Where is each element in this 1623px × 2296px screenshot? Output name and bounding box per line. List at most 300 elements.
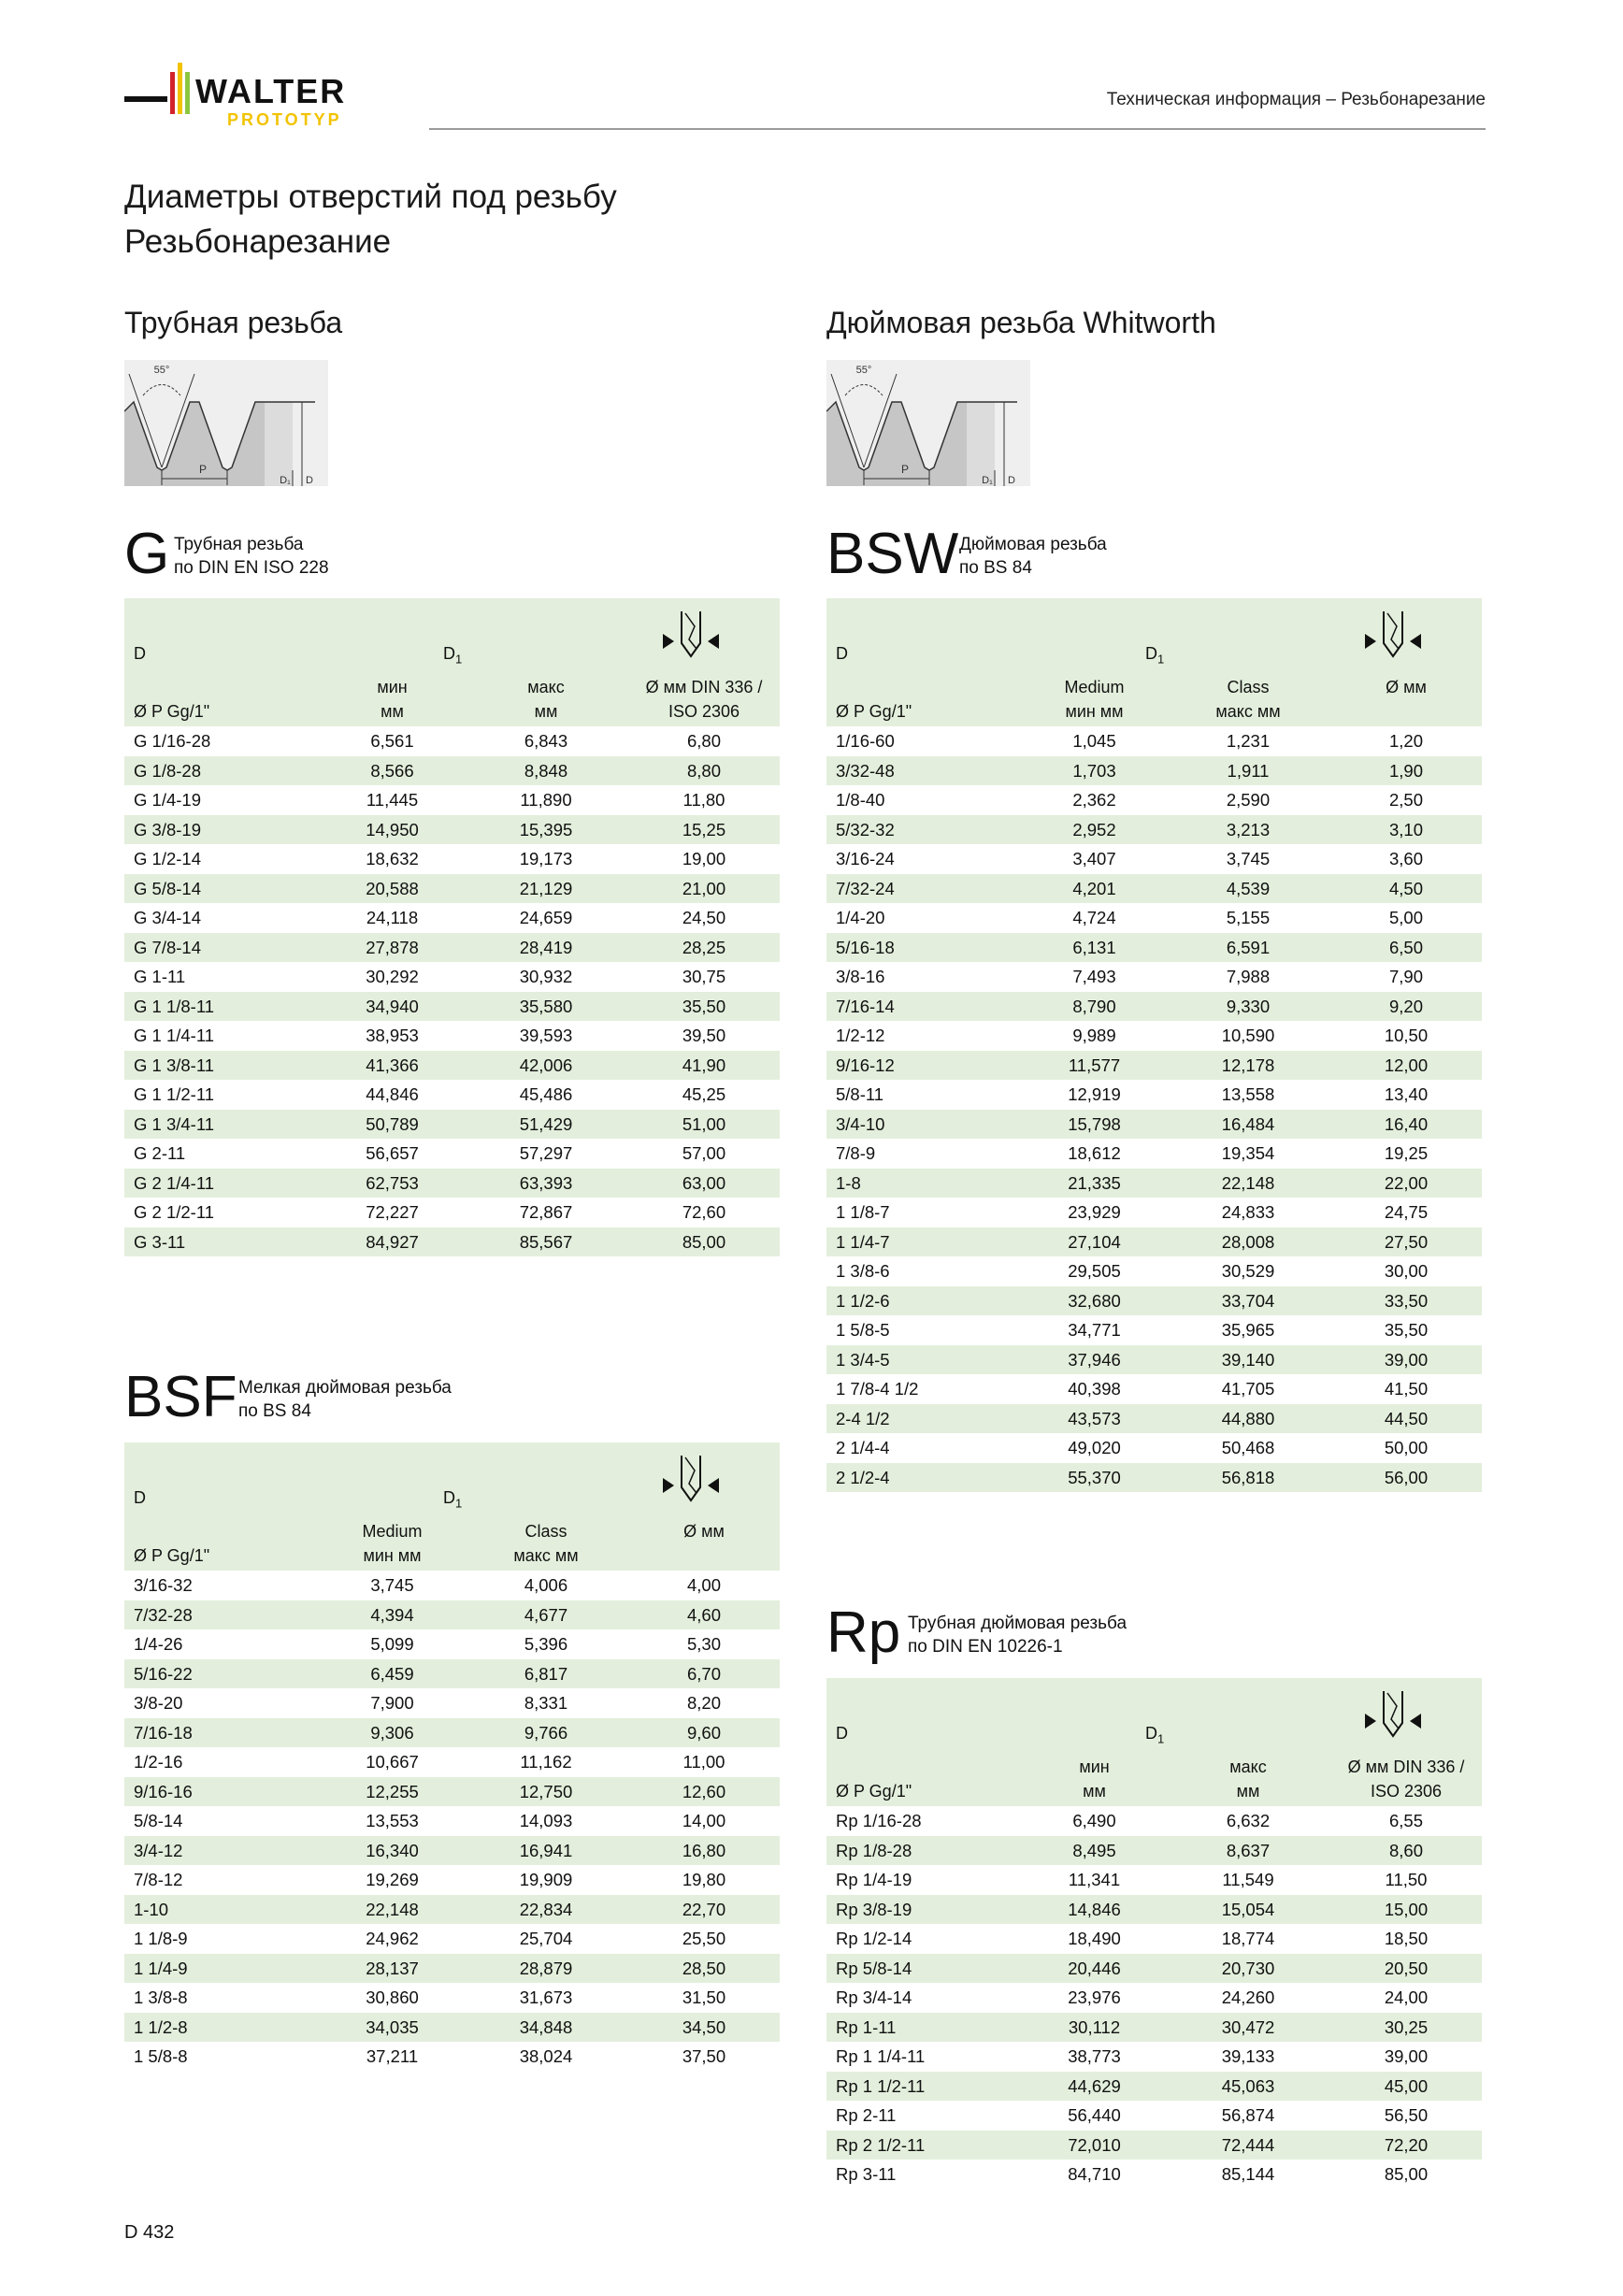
- table-row: [124, 1806, 780, 1836]
- table-row: [826, 2042, 1482, 2072]
- thread-desc-line: Мелкая дюймовая резьба: [238, 1378, 452, 1398]
- thread-size-cell: 5/8-14: [134, 1811, 183, 1830]
- table-row: [124, 992, 780, 1022]
- min-diameter-cell: 29,505: [1068, 1261, 1121, 1281]
- thread-size-cell: 7/8-9: [836, 1143, 876, 1163]
- table-row: [124, 785, 780, 815]
- min-diameter-cell: 6,131: [1072, 937, 1116, 957]
- header-min-line-1: мин: [377, 678, 408, 696]
- drill-diameter-cell: 6,70: [686, 1663, 721, 1684]
- drill-diameter-cell: 15,00: [1384, 1899, 1429, 1919]
- min-diameter-cell: 50,789: [366, 1113, 419, 1134]
- header-drill-diameter: [1330, 675, 1482, 699]
- header-d: D: [836, 644, 848, 663]
- min-diameter-cell: 41,366: [366, 1055, 419, 1075]
- min-diameter-cell: 27,104: [1068, 1231, 1121, 1252]
- max-diameter-cell: 6,632: [1226, 1811, 1271, 1830]
- table-body: [124, 1571, 780, 2072]
- thread-size-cell: Rp 1 1/2-11: [836, 2075, 926, 2096]
- thread-desc-line: Дюймовая резьба: [959, 535, 1107, 554]
- min-diameter-cell: 15,798: [1068, 1113, 1121, 1134]
- table-header: [124, 598, 780, 726]
- thread-size-cell: 1/4-20: [836, 908, 885, 927]
- thread-desc-line: Трубная дюймовая резьба: [908, 1614, 1127, 1633]
- table-row: [124, 874, 780, 904]
- max-diameter-cell: 1,231: [1226, 731, 1271, 751]
- svg-text:P: P: [198, 463, 208, 476]
- table-row: [124, 844, 780, 874]
- min-diameter-cell: 7,493: [1072, 967, 1116, 986]
- drill-diameter-cell: 13,40: [1384, 1084, 1429, 1104]
- header-d1-subscript: 1: [455, 1496, 463, 1511]
- min-diameter-cell: 13,553: [366, 1811, 419, 1830]
- drill-diameter-cell: 1,20: [1388, 731, 1423, 751]
- drill-diameter-cell: 9,60: [686, 1722, 721, 1743]
- header-d: D: [836, 1724, 848, 1743]
- max-diameter-cell: 4,677: [524, 1604, 568, 1625]
- page-title-line-1: Диаметры отверстий под резьбу: [124, 179, 617, 215]
- table-row: [826, 1463, 1482, 1493]
- table-row: [826, 1433, 1482, 1463]
- table-row: [826, 1983, 1482, 2013]
- max-diameter-cell: 72,867: [519, 1202, 573, 1222]
- table-row: [124, 1571, 780, 1600]
- table-row: [826, 1169, 1482, 1198]
- thread-size-cell: Rp 1/8-28: [836, 1840, 912, 1860]
- table-row: [124, 1954, 780, 1984]
- table-row: [826, 992, 1482, 1022]
- table-row: [124, 1659, 780, 1689]
- thread-size-cell: G 2 1/4-11: [134, 1172, 215, 1193]
- header-min-line-2: мин мм: [1065, 702, 1124, 721]
- min-diameter-cell: 11,577: [1068, 1055, 1121, 1075]
- thread-size-cell: G 2 1/2-11: [134, 1202, 215, 1222]
- drill-diameter-cell: 19,00: [682, 849, 726, 868]
- drill-diameter-cell: 31,50: [682, 1987, 726, 2007]
- table-row: [826, 933, 1482, 963]
- thread-size-cell: 1/2-16: [134, 1752, 183, 1772]
- drill-diameter-cell: 7,90: [1388, 967, 1423, 986]
- max-diameter-cell: 19,354: [1221, 1143, 1275, 1163]
- table-body: [124, 726, 780, 1256]
- table-row: [826, 1227, 1482, 1257]
- walter-prototyp-logo: [122, 58, 403, 133]
- max-diameter-cell: 6,817: [524, 1663, 568, 1684]
- thread-profile-diagram-whitworth: [826, 360, 1030, 486]
- min-diameter-cell: 20,588: [366, 878, 419, 898]
- max-diameter-cell: 14,093: [519, 1811, 573, 1830]
- thread-size-cell: G 7/8-14: [134, 937, 201, 957]
- min-diameter-cell: 30,860: [366, 1987, 419, 2007]
- table-row: [826, 962, 1482, 992]
- header-min: [1023, 1755, 1166, 1803]
- thread-desc-rp: [908, 1612, 1127, 1658]
- header-min: [1023, 675, 1166, 724]
- max-diameter-cell: 1,911: [1227, 760, 1270, 781]
- header-d: D: [134, 1488, 146, 1507]
- thread-size-cell: Rp 2-11: [836, 2105, 897, 2125]
- table-row: [124, 1718, 780, 1748]
- table-row: [826, 1080, 1482, 1110]
- header-min: [321, 675, 464, 724]
- page-number: D 432: [124, 2222, 175, 2243]
- min-diameter-cell: 1,045: [1072, 731, 1116, 751]
- drill-diameter-cell: 34,50: [682, 2016, 726, 2037]
- header-pitch: Ø P Gg/1": [836, 702, 912, 721]
- max-diameter-cell: 13,558: [1221, 1084, 1275, 1104]
- thread-size-cell: G 1/4-19: [134, 790, 201, 810]
- table-row: [826, 1865, 1482, 1895]
- table-row: [826, 844, 1482, 874]
- thread-size-cell: 2 1/2-4: [836, 1467, 890, 1487]
- thread-size-cell: 1 3/4-5: [836, 1349, 890, 1370]
- header-max-line-2: макс мм: [1215, 702, 1281, 721]
- max-diameter-cell: 8,331: [524, 1693, 568, 1713]
- min-diameter-cell: 5,099: [370, 1634, 414, 1654]
- min-diameter-cell: 1,703: [1072, 760, 1116, 781]
- drill-diameter-cell: 19,80: [682, 1870, 726, 1889]
- header-d: D: [134, 644, 146, 663]
- drill-tool-icon: [1359, 1686, 1427, 1740]
- drill-diameter-cell: 30,75: [682, 967, 726, 986]
- min-diameter-cell: 8,790: [1072, 996, 1116, 1016]
- header-min-line-2: мм: [1083, 1782, 1106, 1801]
- drill-diameter-cell: 11,80: [682, 790, 725, 810]
- min-diameter-cell: 56,657: [366, 1143, 419, 1163]
- thread-size-cell: 1-10: [134, 1899, 169, 1919]
- drill-diameter-cell: 1,90: [1388, 760, 1423, 781]
- min-diameter-cell: 84,927: [366, 1231, 419, 1252]
- max-diameter-cell: 35,580: [519, 996, 573, 1016]
- thread-size-cell: 3/4-12: [134, 1840, 183, 1860]
- table-row: [124, 1777, 780, 1807]
- table-row: [124, 756, 780, 786]
- header-max-line-1: макс: [527, 678, 565, 696]
- table-row: [826, 785, 1482, 815]
- thread-desc-line: по BS 84: [959, 558, 1032, 578]
- min-diameter-cell: 11,341: [1068, 1870, 1121, 1889]
- max-diameter-cell: 12,750: [519, 1781, 573, 1801]
- table-row: [124, 1747, 780, 1777]
- min-diameter-cell: 34,771: [1068, 1320, 1121, 1340]
- table-row: [124, 903, 780, 933]
- max-diameter-cell: 45,063: [1221, 2075, 1275, 2096]
- thread-size-cell: 1 5/8-5: [836, 1320, 890, 1340]
- thread-size-cell: 9/16-16: [134, 1781, 193, 1801]
- thread-size-cell: G 1 1/4-11: [134, 1026, 215, 1045]
- table-row: [124, 1051, 780, 1081]
- drill-diameter-cell: 72,20: [1384, 2134, 1429, 2155]
- thread-size-cell: Rp 1/4-19: [836, 1870, 912, 1889]
- table-row: [826, 2013, 1482, 2043]
- table-row: [124, 1836, 780, 1866]
- header-max: [1166, 675, 1330, 724]
- header-max-line-1: Class: [1227, 678, 1270, 696]
- table-row: [826, 1806, 1482, 1836]
- drill-diameter-cell: 12,60: [682, 1781, 726, 1801]
- header-section-info: Техническая информация – Резьбонарезание: [1106, 90, 1486, 109]
- min-diameter-cell: 40,398: [1068, 1379, 1121, 1399]
- drill-diameter-cell: 5,00: [1388, 908, 1423, 927]
- thread-code-bsf: BSF: [124, 1365, 237, 1429]
- header-drill-line-1: Ø мм DIN 336 /: [645, 678, 763, 696]
- max-diameter-cell: 24,833: [1221, 1202, 1275, 1222]
- table-row: [826, 903, 1482, 933]
- max-diameter-cell: 24,260: [1221, 1987, 1275, 2007]
- drill-diameter-cell: 25,50: [682, 1929, 726, 1948]
- thread-size-cell: 1 5/8-8: [134, 2046, 188, 2066]
- thread-size-cell: 5/16-22: [134, 1663, 193, 1684]
- thread-size-cell: G 1 1/8-11: [134, 996, 215, 1016]
- max-diameter-cell: 9,330: [1226, 996, 1271, 1016]
- min-diameter-cell: 49,020: [1068, 1438, 1121, 1457]
- thread-code-g: G: [124, 522, 170, 586]
- table-row: [124, 1688, 780, 1718]
- table-row: [124, 726, 780, 756]
- drill-tool-icon: [657, 1450, 725, 1504]
- max-diameter-cell: 11,549: [1222, 1870, 1274, 1889]
- thread-size-cell: Rp 3/8-19: [836, 1899, 912, 1919]
- header-drill-line-1: Ø мм: [1386, 678, 1427, 696]
- table-row: [826, 1315, 1482, 1345]
- table-row: [124, 1139, 780, 1169]
- table-row: [124, 1865, 780, 1895]
- min-diameter-cell: 12,255: [366, 1781, 419, 1801]
- table-body: [826, 1806, 1482, 2189]
- drill-diameter-cell: 8,60: [1388, 1840, 1423, 1860]
- max-diameter-cell: 19,909: [519, 1870, 573, 1889]
- min-diameter-cell: 22,148: [366, 1899, 419, 1919]
- thread-size-cell: Rp 1/2-14: [836, 1929, 912, 1948]
- thread-size-cell: Rp 3/4-14: [836, 1987, 912, 2007]
- thread-size-cell: 1 1/2-8: [134, 2016, 188, 2037]
- thread-size-cell: 1 1/4-7: [836, 1231, 890, 1252]
- table-row: [826, 1924, 1482, 1954]
- min-diameter-cell: 43,573: [1068, 1408, 1121, 1428]
- header-divider: [429, 128, 1486, 130]
- drill-diameter-cell: 12,00: [1384, 1055, 1429, 1075]
- thread-profile-diagram-pipe: [124, 360, 328, 486]
- table-row: [826, 2131, 1482, 2160]
- max-diameter-cell: 72,444: [1221, 2134, 1275, 2155]
- drill-diameter-cell: 39,00: [1384, 1349, 1429, 1370]
- header-d1-subscript: 1: [1157, 1731, 1165, 1746]
- svg-text:WALTER: WALTER: [195, 72, 347, 110]
- drill-diameter-cell: 6,50: [1388, 937, 1423, 957]
- thread-size-cell: 1/8-40: [836, 790, 885, 810]
- header-drill-line-1: Ø мм DIN 336 /: [1347, 1758, 1465, 1776]
- thread-size-cell: 3/8-16: [836, 967, 885, 986]
- drill-diameter-cell: 10,50: [1384, 1026, 1429, 1045]
- min-diameter-cell: 6,561: [370, 731, 414, 751]
- max-diameter-cell: 39,133: [1221, 2046, 1275, 2066]
- min-diameter-cell: 30,292: [366, 967, 419, 986]
- min-diameter-cell: 37,211: [366, 2046, 419, 2066]
- max-diameter-cell: 9,766: [524, 1722, 568, 1743]
- svg-text:55°: 55°: [153, 365, 170, 376]
- min-diameter-cell: 23,929: [1068, 1202, 1121, 1222]
- min-diameter-cell: 44,629: [1068, 2075, 1121, 2096]
- table-bsf: [124, 1442, 780, 2072]
- header-drill-diameter: [628, 1519, 780, 1543]
- table-row: [124, 962, 780, 992]
- max-diameter-cell: 30,932: [519, 967, 573, 986]
- min-diameter-cell: 24,118: [366, 908, 419, 927]
- max-diameter-cell: 19,173: [519, 849, 573, 868]
- max-diameter-cell: 22,834: [519, 1899, 573, 1919]
- header-min: [321, 1519, 464, 1568]
- thread-size-cell: G 3-11: [134, 1231, 186, 1252]
- thread-size-cell: G 5/8-14: [134, 878, 201, 898]
- thread-size-cell: 1/2-12: [836, 1026, 885, 1045]
- min-diameter-cell: 20,446: [1068, 1958, 1121, 1978]
- max-diameter-cell: 6,843: [524, 731, 568, 751]
- drill-diameter-cell: 28,50: [682, 1958, 726, 1978]
- drill-diameter-cell: 33,50: [1384, 1290, 1429, 1311]
- drill-diameter-cell: 44,50: [1384, 1408, 1429, 1428]
- table-row: [124, 1110, 780, 1140]
- thread-size-cell: G 1 3/4-11: [134, 1113, 215, 1134]
- thread-size-cell: 3/16-24: [836, 849, 895, 868]
- drill-tool-icon: [1359, 606, 1427, 660]
- table-row: [826, 1198, 1482, 1227]
- drill-diameter-cell: 24,75: [1384, 1202, 1429, 1222]
- table-row: [124, 1924, 780, 1954]
- max-diameter-cell: 85,567: [519, 1231, 573, 1252]
- thread-size-cell: 2 1/4-4: [836, 1438, 890, 1457]
- header-max-line-2: мм: [534, 702, 558, 721]
- drill-diameter-cell: 35,50: [1384, 1320, 1429, 1340]
- max-diameter-cell: 18,774: [1221, 1929, 1275, 1948]
- min-diameter-cell: 4,394: [370, 1604, 414, 1625]
- max-diameter-cell: 15,395: [519, 819, 573, 839]
- min-diameter-cell: 7,900: [370, 1693, 414, 1713]
- header-drill-line-1: Ø мм: [683, 1522, 725, 1541]
- table-g: [124, 598, 780, 1256]
- drill-diameter-cell: 3,10: [1388, 819, 1423, 839]
- min-diameter-cell: 6,490: [1072, 1811, 1116, 1830]
- thread-size-cell: G 3/4-14: [134, 908, 201, 927]
- max-diameter-cell: 50,468: [1221, 1438, 1275, 1457]
- thread-size-cell: 2-4 1/2: [836, 1408, 890, 1428]
- thread-size-cell: 5/8-11: [836, 1084, 884, 1104]
- drill-diameter-cell: 11,50: [1385, 1870, 1428, 1889]
- drill-diameter-cell: 8,80: [686, 760, 721, 781]
- drill-diameter-cell: 8,20: [686, 1693, 721, 1713]
- min-diameter-cell: 3,407: [1072, 849, 1116, 868]
- max-diameter-cell: 4,006: [524, 1575, 568, 1595]
- thread-code-rp: Rp: [826, 1600, 901, 1665]
- header-pitch: Ø P Gg/1": [134, 702, 210, 721]
- thread-size-cell: 1 1/2-6: [836, 1290, 890, 1311]
- svg-text:D: D: [1008, 475, 1015, 486]
- max-diameter-cell: 57,297: [519, 1143, 573, 1163]
- svg-text:P: P: [900, 463, 910, 476]
- drill-diameter-cell: 4,60: [686, 1604, 721, 1625]
- min-diameter-cell: 8,495: [1072, 1840, 1116, 1860]
- thread-desc-bsf: [238, 1376, 452, 1423]
- drill-diameter-cell: 37,50: [682, 2046, 726, 2066]
- drill-diameter-cell: 56,00: [1384, 1467, 1429, 1487]
- table-row: [124, 1227, 780, 1257]
- max-diameter-cell: 3,213: [1226, 819, 1271, 839]
- max-diameter-cell: 44,880: [1221, 1408, 1275, 1428]
- min-diameter-cell: 27,878: [366, 937, 419, 957]
- thread-size-cell: Rp 2 1/2-11: [836, 2134, 926, 2155]
- min-diameter-cell: 10,667: [366, 1752, 419, 1772]
- thread-size-cell: 1 3/8-8: [134, 1987, 188, 2007]
- table-row: [124, 1895, 780, 1925]
- drill-diameter-cell: 35,50: [682, 996, 726, 1016]
- thread-size-cell: 1/4-26: [134, 1634, 183, 1654]
- table-row: [124, 1169, 780, 1198]
- header-d1: [443, 641, 462, 672]
- min-diameter-cell: 4,201: [1072, 878, 1116, 898]
- table-body: [826, 726, 1482, 1492]
- min-diameter-cell: 3,745: [370, 1575, 414, 1595]
- max-diameter-cell: 5,155: [1226, 908, 1271, 927]
- header-d1-label: D: [443, 644, 455, 663]
- drill-diameter-cell: 41,50: [1384, 1379, 1429, 1399]
- min-diameter-cell: 12,919: [1068, 1084, 1121, 1104]
- table-row: [124, 1198, 780, 1227]
- min-diameter-cell: 55,370: [1068, 1467, 1121, 1487]
- drill-diameter-cell: 22,70: [682, 1899, 726, 1919]
- max-diameter-cell: 30,529: [1221, 1261, 1275, 1281]
- thread-size-cell: G 1 3/8-11: [134, 1055, 215, 1075]
- max-diameter-cell: 34,848: [519, 2016, 573, 2037]
- thread-size-cell: 5/32-32: [836, 819, 895, 839]
- max-diameter-cell: 39,140: [1221, 1349, 1275, 1370]
- thread-size-cell: 7/8-12: [134, 1870, 183, 1889]
- drill-diameter-cell: 14,00: [682, 1811, 726, 1830]
- table-row: [826, 2101, 1482, 2131]
- table-row: [826, 756, 1482, 786]
- min-diameter-cell: 16,340: [366, 1840, 419, 1860]
- max-diameter-cell: 7,988: [1226, 967, 1271, 986]
- min-diameter-cell: 9,989: [1072, 1026, 1116, 1045]
- drill-diameter-cell: 2,50: [1388, 790, 1423, 810]
- max-diameter-cell: 5,396: [524, 1634, 568, 1654]
- header-pitch: Ø P Gg/1": [836, 1782, 912, 1801]
- drill-diameter-cell: 39,00: [1384, 2046, 1429, 2066]
- header-pitch: Ø P Gg/1": [134, 1546, 210, 1565]
- max-diameter-cell: 33,704: [1221, 1290, 1275, 1311]
- drill-diameter-cell: 45,00: [1384, 2075, 1429, 2096]
- thread-desc-line: по DIN EN 10226-1: [908, 1637, 1063, 1657]
- max-diameter-cell: 63,393: [519, 1172, 573, 1193]
- header-d1-label: D: [1145, 644, 1157, 663]
- thread-size-cell: G 3/8-19: [134, 819, 201, 839]
- thread-desc-line: по BS 84: [238, 1401, 311, 1421]
- min-diameter-cell: 56,440: [1068, 2105, 1121, 2125]
- drill-diameter-cell: 22,00: [1384, 1172, 1429, 1193]
- thread-code-bsw: BSW: [826, 522, 959, 586]
- min-diameter-cell: 28,137: [366, 1958, 419, 1978]
- thread-size-cell: 5/16-18: [836, 937, 895, 957]
- thread-size-cell: 1-8: [836, 1172, 861, 1193]
- max-diameter-cell: 8,848: [524, 760, 568, 781]
- drill-diameter-cell: 16,40: [1384, 1113, 1429, 1134]
- max-diameter-cell: 30,472: [1221, 2016, 1275, 2037]
- drill-diameter-cell: 41,90: [682, 1055, 726, 1075]
- thread-size-cell: Rp 3-11: [836, 2164, 897, 2184]
- max-diameter-cell: 38,024: [519, 2046, 573, 2066]
- thread-size-cell: 7/16-14: [836, 996, 895, 1016]
- table-header: [124, 1442, 780, 1571]
- min-diameter-cell: 38,953: [366, 1026, 419, 1045]
- drill-diameter-cell: 6,80: [686, 731, 721, 751]
